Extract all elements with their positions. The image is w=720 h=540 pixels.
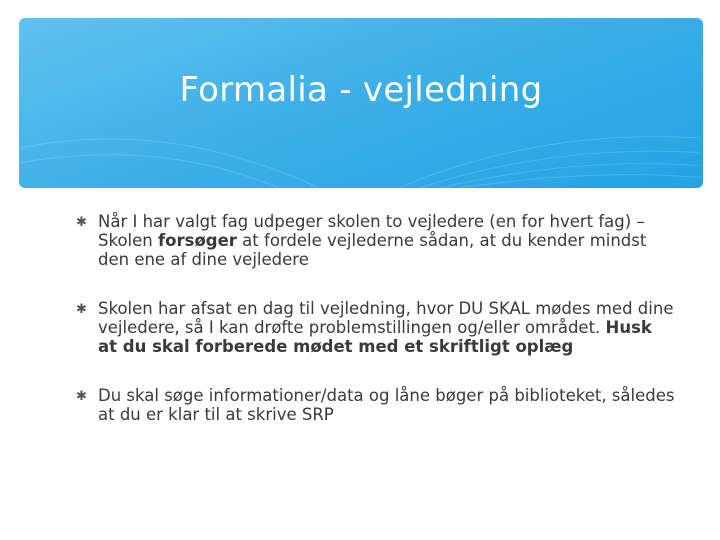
- title-banner: [19, 18, 703, 188]
- bullet-item-3: [76, 386, 676, 424]
- bullet-item-1: [76, 212, 676, 269]
- bullet-1-text-end: at fordele vejlederne sådan, at du kender mindst den ene af dine vejledere: [98, 231, 647, 269]
- slide-title: Formalia - vejledning: [179, 70, 543, 110]
- asterisk-icon: ✱: [76, 389, 87, 404]
- bullet-2-text: Skolen har afsat en dag til vejledning, hvor DU SKAL mødes med dine vejledere, så I kan drøfte problemstillingen og/eller området.: [98, 299, 674, 337]
- bullet-3-text: Du skal søge informationer/data og låne bøger på biblioteket, således at du er klar til at skrive SRP: [98, 386, 675, 424]
- banner-curve-2: [419, 151, 703, 188]
- bullet-item-2: [76, 299, 676, 356]
- banner-curve-5: [19, 139, 319, 188]
- asterisk-icon: ✱: [76, 215, 87, 230]
- bullet-1-text: Når I har valgt fag udpeger skolen to vejledere (en for hvert fag) – Skolen: [98, 212, 645, 250]
- bullet-list: [76, 212, 676, 454]
- bullet-1-bold: forsøger: [157, 231, 237, 250]
- bullet-2-bold: Husk at du skal forberede mødet med et skriftligt oplæg: [98, 318, 652, 356]
- banner-curve-6: [19, 155, 279, 188]
- asterisk-icon: ✱: [76, 302, 87, 317]
